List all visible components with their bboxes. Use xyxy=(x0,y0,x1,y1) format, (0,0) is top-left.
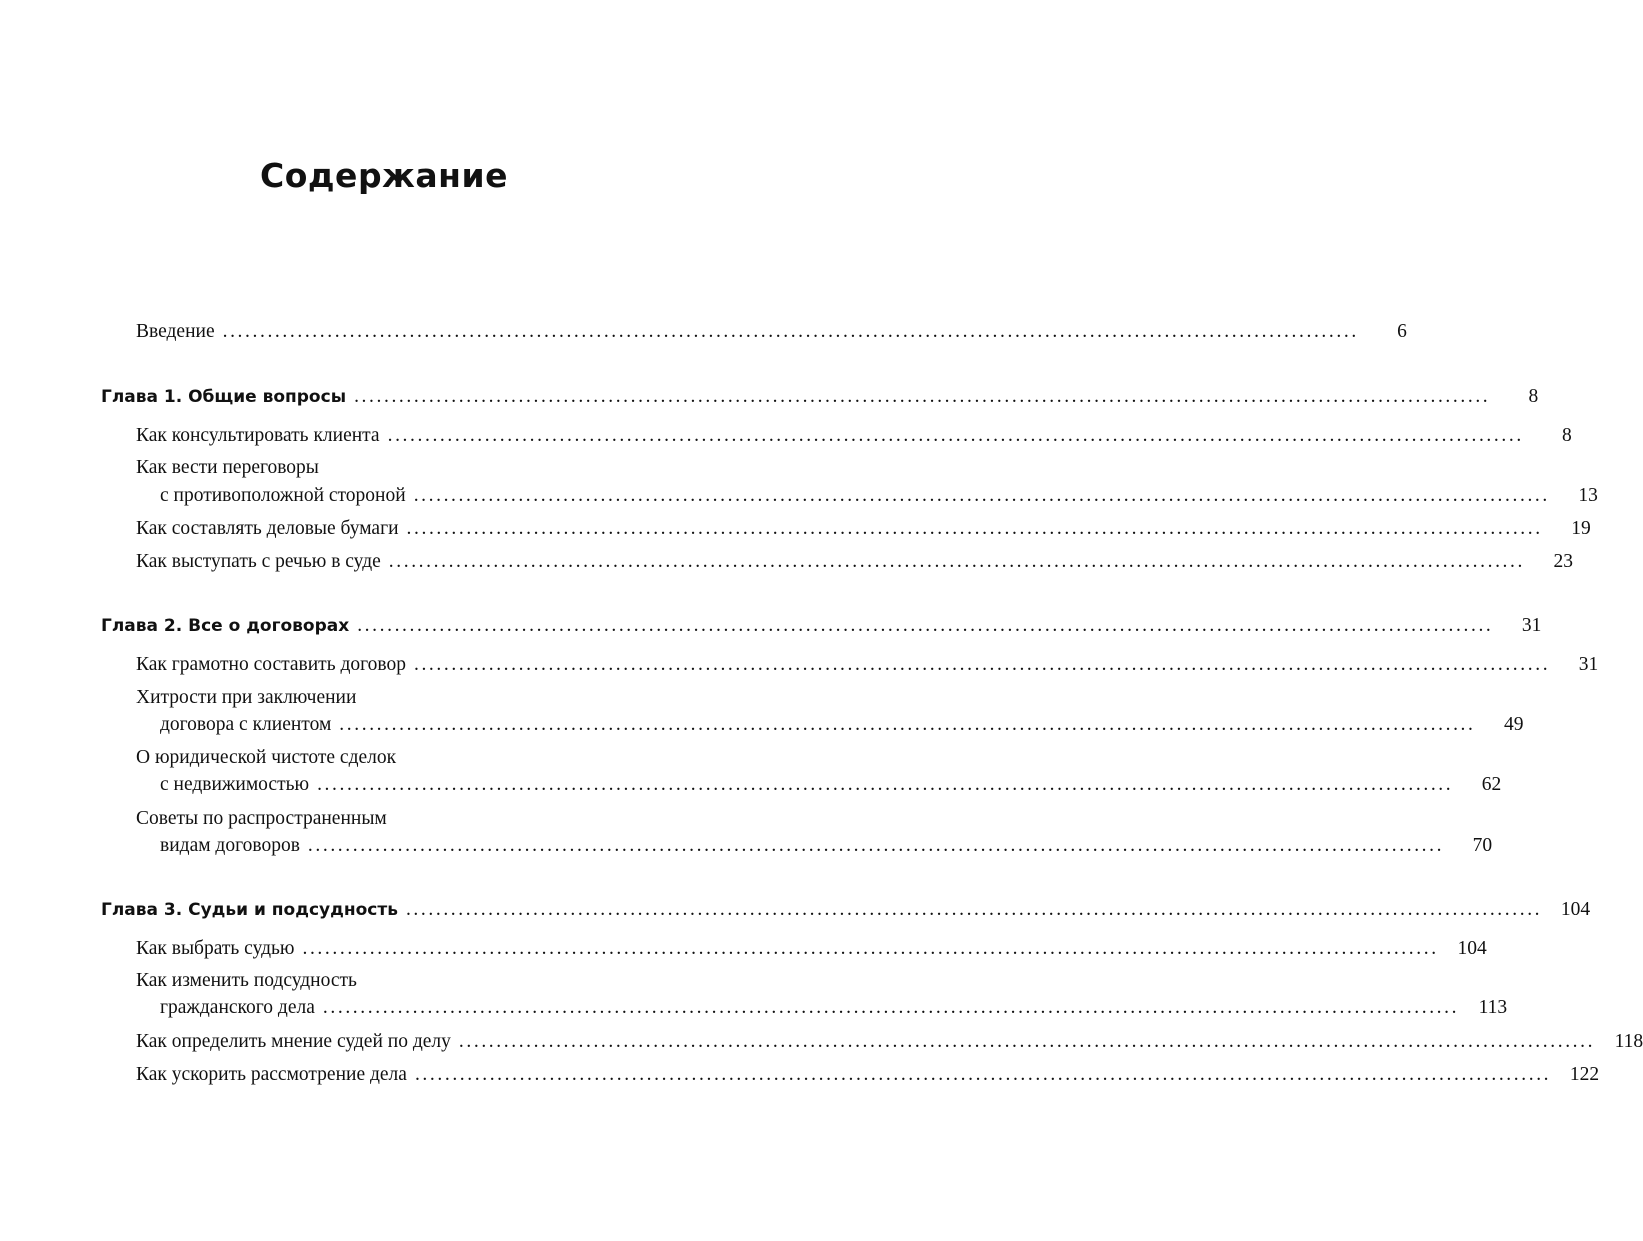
toc-page-number: 113 xyxy=(1478,997,1508,1018)
toc-entry-title-line-1[interactable]: Советы по распространенным xyxy=(136,808,387,829)
toc-entry[interactable] xyxy=(160,770,1502,800)
toc-entry[interactable] xyxy=(136,421,1572,451)
toc-entry-title: Как составлять деловые бумаги xyxy=(136,518,399,539)
toc-entry-title-line-1[interactable]: Хитрости при заключении xyxy=(136,687,357,708)
dot-leader: ........................................................................................................................................................ xyxy=(406,518,1543,539)
toc-page-number: 62 xyxy=(1481,774,1502,795)
toc-page-number: 118 xyxy=(1614,1031,1643,1052)
toc-entry-title-line-1[interactable]: Как изменить подсудность xyxy=(136,970,357,991)
toc-page-number: 31 xyxy=(1578,654,1599,675)
toc-entry-title: Введение xyxy=(136,321,215,342)
dot-leader: ........................................................................................................................................................ xyxy=(339,714,1476,735)
toc-entry[interactable] xyxy=(136,514,1591,544)
toc-entry-intro[interactable] xyxy=(136,317,1407,347)
toc-entry[interactable] xyxy=(136,547,1573,577)
toc-entry[interactable] xyxy=(136,650,1599,680)
toc-page-number: 104 xyxy=(1560,899,1591,920)
dot-leader: ........................................................................................................................................................ xyxy=(387,425,1524,446)
toc-page-number: 23 xyxy=(1553,551,1573,572)
dot-leader: ........................................................................................................................................................ xyxy=(405,899,1543,920)
toc-entry-title: договора с клиентом xyxy=(160,714,332,735)
toc-entry-title-line-1[interactable]: Как вести переговоры xyxy=(136,457,319,478)
dot-leader: ........................................................................................................................................................ xyxy=(458,1031,1596,1052)
chapter-title: Глава 1. Общие вопросы xyxy=(101,387,347,407)
toc-entry-title: Как грамотно составить договор xyxy=(136,654,406,675)
toc-page-number: 122 xyxy=(1569,1064,1600,1085)
toc-entry-title: с противоположной стороной xyxy=(160,485,406,506)
toc-page-number: 6 xyxy=(1397,321,1407,342)
chapter-title: Глава 3. Судьи и подсудность xyxy=(101,900,398,920)
toc-entry-title: Как консультировать клиента xyxy=(136,425,380,446)
toc-entry[interactable] xyxy=(136,934,1487,964)
toc-entry-title: Как ускорить рассмотрение дела xyxy=(136,1064,407,1085)
dot-leader: ........................................................................................................................................................ xyxy=(414,1064,1552,1085)
toc-entry-title-line-1[interactable]: О юридической чистоте сделок xyxy=(136,747,397,768)
toc-entry[interactable] xyxy=(160,710,1524,740)
dot-leader: ........................................................................................................................................................ xyxy=(413,485,1550,506)
toc-entry[interactable] xyxy=(160,831,1493,861)
toc-chapter-3[interactable] xyxy=(101,895,1591,925)
toc-page-number: 31 xyxy=(1521,615,1542,636)
toc-page-number: 13 xyxy=(1578,485,1598,506)
dot-leader: ........................................................................................................................................................ xyxy=(413,654,1551,675)
dot-leader: ........................................................................................................................................................ xyxy=(354,386,1491,407)
toc-entry[interactable] xyxy=(136,1060,1600,1090)
dot-leader: ........................................................................................................................................................ xyxy=(357,615,1494,636)
toc-page-number: 104 xyxy=(1457,938,1487,959)
toc-page-number: 8 xyxy=(1562,425,1572,446)
toc-entry-title: Как выбрать судью xyxy=(136,938,295,959)
toc-chapter-1[interactable] xyxy=(101,382,1539,412)
toc-page-number: 49 xyxy=(1504,714,1524,735)
dot-leader: ........................................................................................................................................................ xyxy=(322,997,1460,1018)
toc-entry-title: с недвижимостью xyxy=(160,774,310,795)
toc-entry-title: гражданского дела xyxy=(160,997,315,1018)
toc-entry-title: Как выступать с речью в суде xyxy=(136,551,381,572)
toc-chapter-2[interactable] xyxy=(101,611,1542,641)
dot-leader: ........................................................................................................................................................ xyxy=(222,321,1359,342)
page-title: Содержание xyxy=(260,156,508,195)
toc-entry-title: видам договоров xyxy=(160,835,300,856)
toc-entry[interactable] xyxy=(136,1027,1643,1057)
toc-page-number: 19 xyxy=(1571,518,1591,539)
dot-leader: ........................................................................................................................................................ xyxy=(317,774,1454,795)
dot-leader: ........................................................................................................................................................ xyxy=(307,835,1445,856)
toc-page-number: 70 xyxy=(1472,835,1493,856)
toc-entry[interactable] xyxy=(160,993,1508,1023)
toc-entry-title: Как определить мнение судей по делу xyxy=(136,1031,451,1052)
toc-entry[interactable] xyxy=(160,481,1598,511)
dot-leader: ........................................................................................................................................................ xyxy=(302,938,1439,959)
chapter-title: Глава 2. Все о договорах xyxy=(101,616,350,636)
toc-page-number: 8 xyxy=(1528,386,1539,407)
dot-leader: ........................................................................................................................................................ xyxy=(388,551,1525,572)
